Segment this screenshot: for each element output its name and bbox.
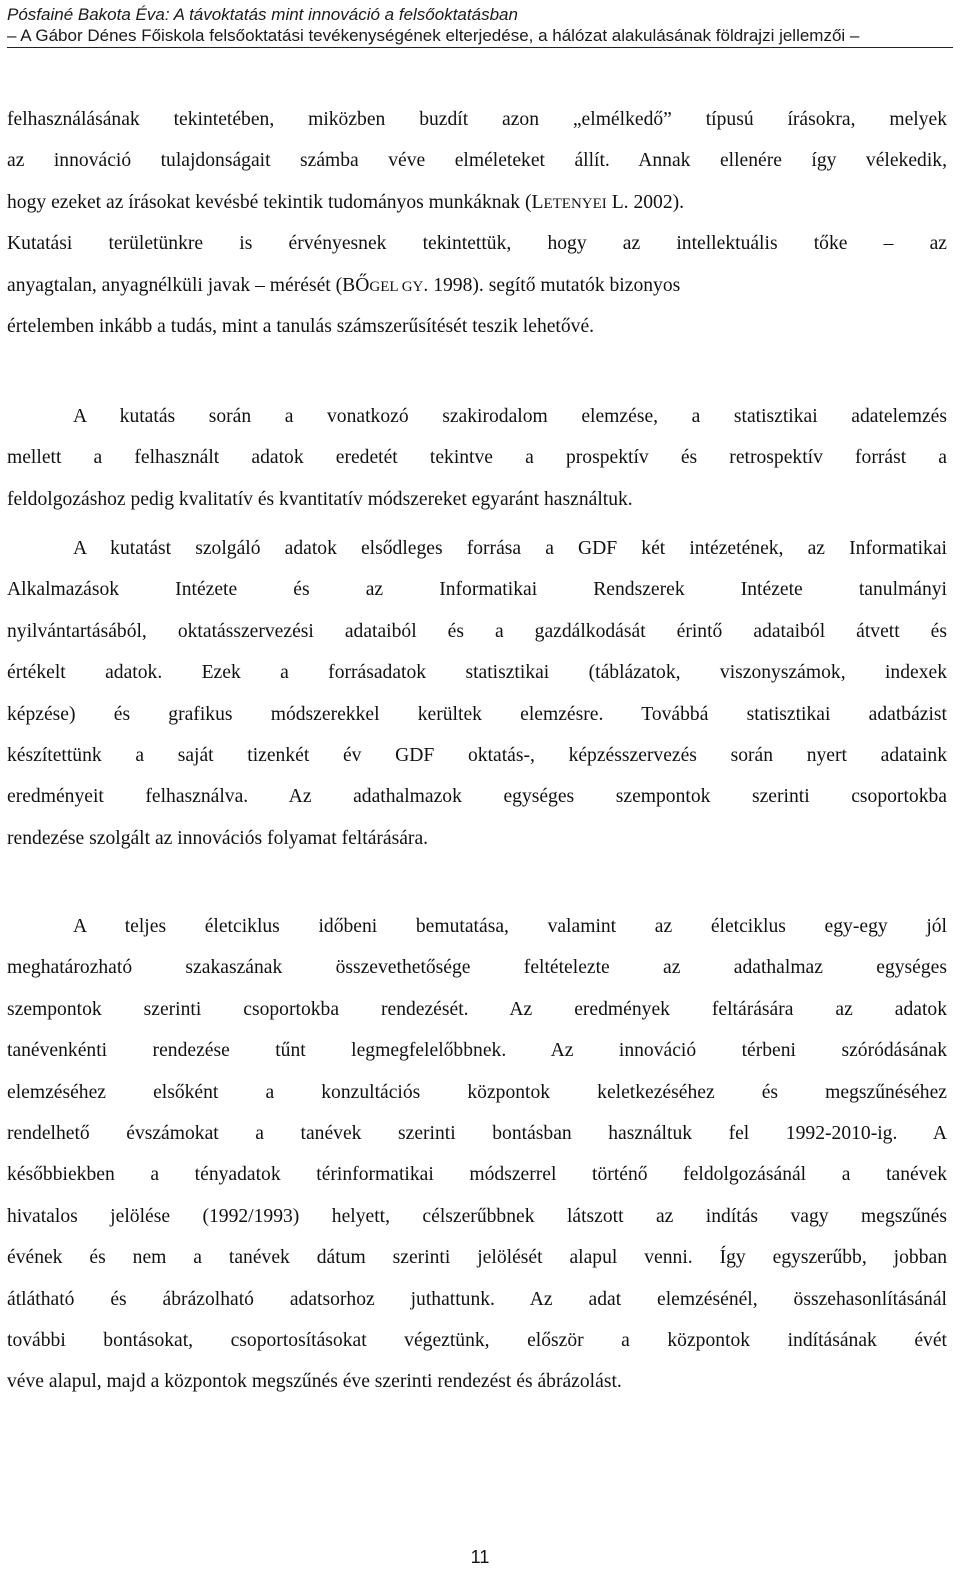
text-line: Alkalmazások Intézete és az Informatikai Rendszerek Intézete tanulmányi <box>7 579 947 601</box>
text-line: rendelhető évszámokat a tanévek szerinti bontásban használtuk fel 1992-2010-ig. A <box>7 1122 947 1144</box>
page-number: 11 <box>470 1547 490 1567</box>
running-header <box>7 4 953 46</box>
header-subtitle: – A Gábor Dénes Főiskola felsőoktatási tevékenységének elterjedése, a hálózat alakulásának földrajzi jellemzői – <box>7 26 860 45</box>
citation-smallcaps: ETENYEI <box>543 195 607 212</box>
text-line: készítettünk a saját tizenkét év GDF oktatás-, képzésszervezés során nyert adataink <box>7 744 947 766</box>
text-line: feldolgozáshoz pedig kvalitatív és kvantitatív módszereket egyaránt használtuk. <box>7 488 633 510</box>
text-line: későbbiekben a tényadatok térinformatikai módszerrel történő feldolgozásánál a tanévek <box>7 1164 947 1186</box>
text-line: mellett a felhasznált adatok eredetét tekintve a prospektív és retrospektív forrást a <box>7 447 947 469</box>
text-line: tanévenkénti rendezése tűnt legmegfelelőbbnek. Az innováció térbeni szóródásának <box>7 1040 947 1062</box>
paragraph-1 <box>7 99 947 347</box>
text-line: elemzéséhez elsőként a konzultációs központok keletkezéséhez és megszűnéséhez <box>7 1081 947 1103</box>
citation-smallcaps: GEL GY <box>369 278 424 295</box>
text-line: anyagtalan, anyagnélküli javak – mérését (BŐGEL GY. 1998). segítő mutatók bizonyos <box>7 274 681 296</box>
text-line: hivatalos jelölése (1992/1993) helyett, célszerűbbnek látszott az indítás vagy megszűnés <box>7 1205 947 1227</box>
text-line: átlátható és ábrázolható adatsorhoz juthattunk. Az adat elemzésénél, összehasonlításánál <box>7 1288 947 1310</box>
text-line: az innováció tulajdonságait számba véve elméleteket állít. Annak ellenére így vélekedik, <box>7 150 947 172</box>
text-line: nyilvántartásából, oktatásszervezési adataiból és a gazdálkodását érintő adataiból átvett és <box>7 620 947 642</box>
text-line: értékelt adatok. Ezek a forrásadatok statisztikai (táblázatok, viszonyszámok, indexek <box>7 662 947 684</box>
text-line: Kutatási területünkre is érvényesnek tekintettük, hogy az intellektuális tőke – az <box>7 233 947 255</box>
text-line: A kutatás során a vonatkozó szakirodalom elemzése, a statisztikai adatelemzés <box>73 406 947 427</box>
header-divider <box>7 47 953 48</box>
text-line: véve alapul, majd a központok megszűnés éve szerinti rendezést és ábrázolást. <box>7 1371 622 1393</box>
text-line: szempontok szerinti csoportokba rendezését. Az eredmények feltárására az adatok <box>7 998 947 1020</box>
text-line: A teljes életciklus időbeni bemutatása, valamint az életciklus egy-egy jól <box>73 916 947 937</box>
text-line: felhasználásának tekintetében, miközben buzdít azon „elmélkedő” típusú írásokra, melyek <box>7 109 947 130</box>
text-line: meghatározható szakaszának összevethetősége feltételezte az adathalmaz egységes <box>7 957 947 979</box>
text-line: rendezése szolgált az innovációs folyamat feltárására. <box>7 827 429 849</box>
text-line: képzése) és grafikus módszerekkel kerültek elemzésre. Továbbá statisztikai adatbázist <box>7 703 947 725</box>
text-line: A kutatást szolgáló adatok elsődleges forrása a GDF két intézetének, az Informatikai <box>73 538 947 559</box>
header-title: Pósfainé Bakota Éva: A távoktatás mint innováció a felsőoktatásban <box>7 5 518 24</box>
text-line: eredményeit felhasználva. Az adathalmazok egységes szempontok szerinti csoportokba <box>7 786 947 808</box>
paragraph-3 <box>7 528 947 859</box>
paragraph-2 <box>7 396 947 520</box>
text-line: hogy ezeket az írásokat kevésbé tekintik tudományos munkáknak (LETENYEI L. 2002). <box>7 191 685 213</box>
text-line: további bontásokat, csoportosításokat végeztünk, először a központok indításának évét <box>7 1329 947 1351</box>
text-line: értelemben inkább a tudás, mint a tanulás számszerűsítését teszik lehetővé. <box>7 315 595 337</box>
paragraph-4 <box>7 906 947 1403</box>
text-line: évének és nem a tanévek dátum szerinti jelölését alapul venni. Így egyszerűbb, jobban <box>7 1247 947 1269</box>
